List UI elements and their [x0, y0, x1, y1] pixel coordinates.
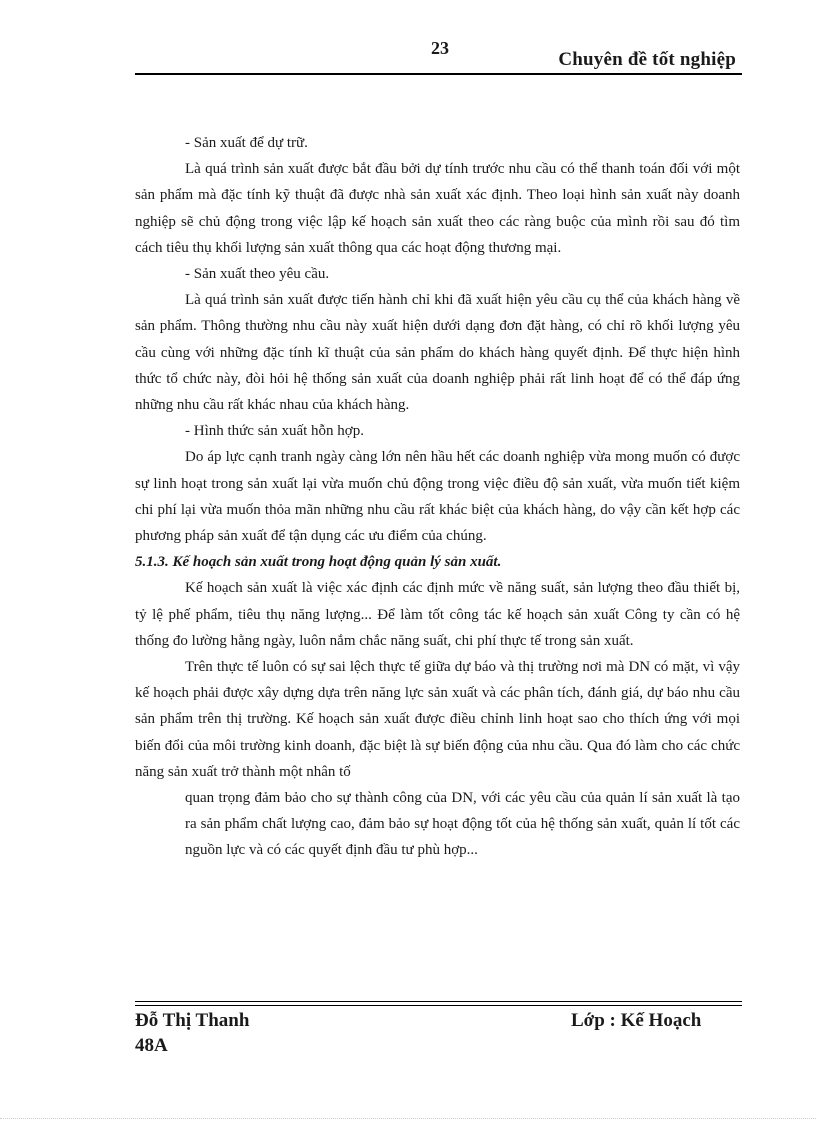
- footer-rule-bottom: [135, 1005, 742, 1006]
- paragraph-continuation: quan trọng đảm bảo cho sự thành công của DN, với các yêu cầu của quản lí sản xuất là tạo ra sản phẩm chất lượng cao, đảm bảo sự hoạt động tốt của hệ thống sản xuất, quản lí tốt các nguồn lực và có các quyết định đầu tư phù hợp...: [185, 790, 740, 859]
- document-body: [135, 130, 740, 864]
- paragraph-make-to-stock: Là quá trình sản xuất được bắt đầu bởi dự tính trước nhu cầu có thể thanh toán đối với một sản phẩm mà đặc tính kỹ thuật đã được nhà sản xuất xác định. Theo loại hình sản xuất này doanh nghiệp sẽ chủ động trong việc lập kế hoạch sản xuất theo các ràng buộc của mình rồi sau đó tìm cách tiêu thụ khối lượng sản xuất thông qua các hoạt động thương mại.: [135, 161, 740, 256]
- footer-author-name: Đỗ Thị Thanh: [135, 1010, 250, 1031]
- paragraph-bullet-hybrid: - Hình thức sản xuất hỗn hợp.: [185, 423, 364, 440]
- paragraph-bullet-make-to-order: - Sản xuất theo yêu cầu.: [185, 266, 330, 283]
- paragraph-bullet-make-to-stock: - Sản xuất để dự trữ.: [185, 135, 308, 151]
- paragraph-hybrid: Do áp lực cạnh tranh ngày càng lớn nên hầu hết các doanh nghiệp vừa mong muốn có được sự linh hoạt trong sản xuất lại vừa muốn chủ động trong việc điều độ sản xuất, vừa muốn tiết kiệm chi phí lại vừa muốn thỏa mãn những nhu cầu rất khác biệt của khách hàng, do vậy cần kết hợp các phương pháp sản xuất để tận dụng các ưu điểm của chúng.: [135, 449, 740, 545]
- header-rule: [135, 73, 742, 75]
- paragraph-make-to-order: Là quá trình sản xuất được tiến hành chỉ khi đã xuất hiện yêu cầu cụ thể của khách hàng về sản phẩm. Thông thường nhu cầu này xuất hiện dưới dạng đơn đặt hàng, có chỉ rõ khối lượng yêu cầu cùng với những đặc tính kĩ thuật của sản phẩm do khách hàng quyết định. Để thực hiện hình thức tổ chức này, đòi hỏi hệ thống sản xuất của doanh nghiệp phải rất linh hoạt để có thể đáp ứng những nhu cầu rất khác nhau của khách hàng.: [135, 292, 740, 414]
- header-title: Chuyên đề tốt nghiệp: [558, 49, 736, 70]
- footer-author: [135, 1008, 249, 1058]
- footer-author-cohort: 48A: [135, 1035, 168, 1056]
- footer-rule-top: [135, 1001, 742, 1002]
- paragraph-forecast-deviation: Trên thực tế luôn có sự sai lệch thực tế giữa dự báo và thị trường nơi mà DN có mặt, vì vậy kế hoạch phải được xây dựng dựa trên năng lực sản xuất và các phân tích, đánh giá, dự báo nhu cầu sản phẩm trên thị trường. Kế hoạch sản xuất được điều chỉnh linh hoạt sao cho thích ứng với mọi biến đổi của môi trường kinh doanh, đặc biệt là sự biến động của nhu cầu. Qua đó làm cho các chức năng sản xuất trở thành một nhân tố: [135, 659, 740, 780]
- paragraph-production-plan: Kế hoạch sản xuất là việc xác định các định mức về năng suất, sản lượng theo đầu thiết bị, tỷ lệ phế phẩm, tiêu thụ năng lượng... Để làm tốt công tác kế hoạch sản xuất Công ty cần có hệ thống đo lường hằng ngày, luôn nắm chắc năng suất, chi phí thực tế trong sản xuất.: [135, 580, 740, 649]
- page-number: 23: [431, 38, 449, 58]
- footer-class: Lớp : Kế Hoạch: [571, 1010, 702, 1031]
- page-bottom-edge: [0, 1118, 816, 1119]
- section-heading: 5.1.3. Kế hoạch sản xuất trong hoạt động quản lý sản xuất.: [135, 554, 502, 571]
